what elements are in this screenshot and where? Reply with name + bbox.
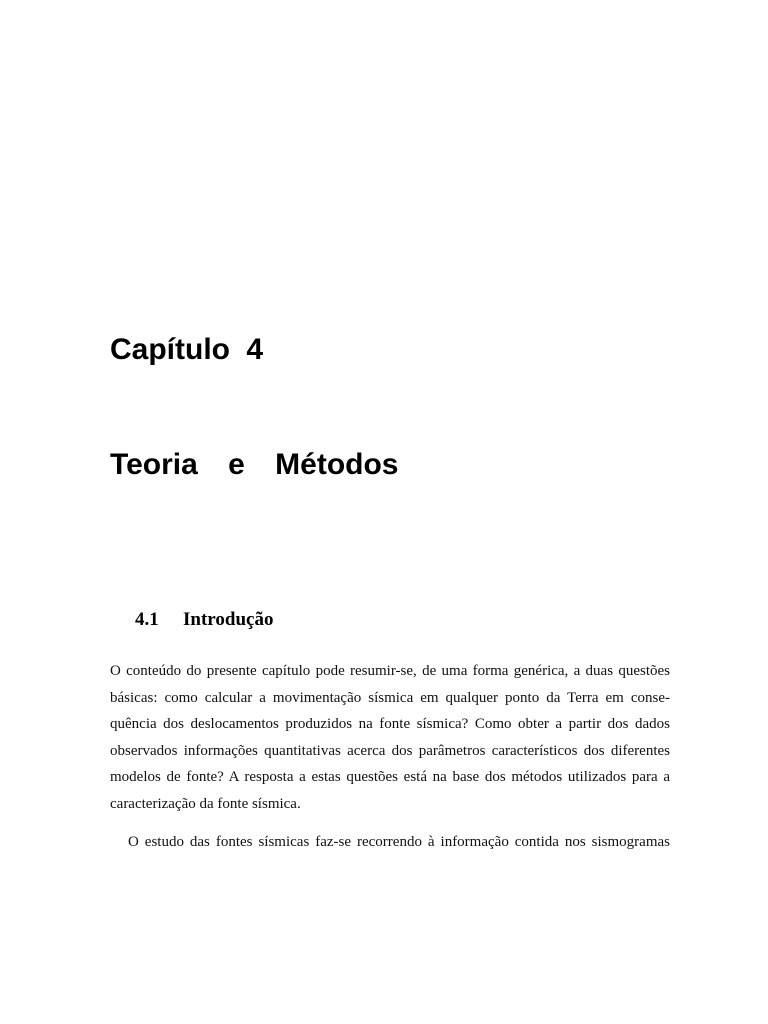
paragraph-line: caracterização da fonte sísmica. [110,795,301,812]
paragraph-line: modelos de fonte? A resposta a estas questões está na base dos métodos utilizados para a [110,769,670,786]
paragraph-line: quência dos deslocamentos produzidos na fonte sísmica? Como obter a partir dos dados [110,716,670,733]
section-number: 4.1 [135,609,159,630]
paragraph-line: básicas: como calcular a movimentação sísmica em qualquer ponto da Terra em conse- [110,689,670,706]
paragraph-introduction [110,658,670,818]
section-heading [135,607,273,633]
section-title: Introdução [183,609,274,630]
chapter-label: Capítulo 4 [110,333,264,366]
paragraph-line: observados informações quantitativas acerca dos parâmetros característicos dos diferentes [110,742,670,759]
paragraph-line: O conteúdo do presente capítulo pode resumir-se, de uma forma genérica, a duas questões [110,663,670,679]
chapter-title: Teoria e Métodos [110,448,399,481]
paragraph-line: O estudo das fontes sísmicas faz-se recorrendo à informação contida nos sismogramas [128,834,670,850]
paragraph-seismic-sources [110,829,670,856]
